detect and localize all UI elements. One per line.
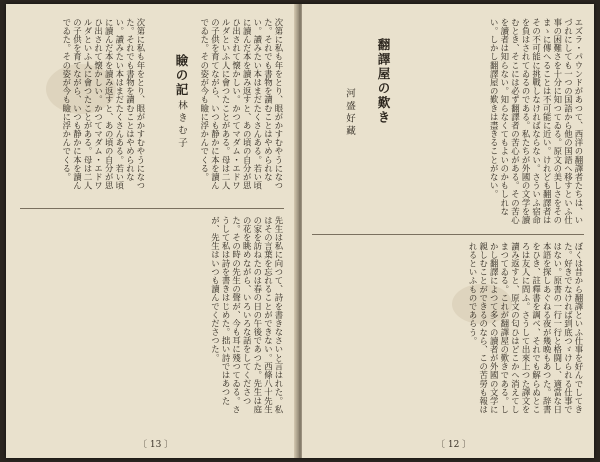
right-upper-col-a: エズラ・パウンドがあつて、西洋の翻譯者たちは、いづれにしても一つの国語から他の国語へ移すといふ仕事の困難さを十分に知つてゐる。原文の美しさをそのまゝに傳へることは不可能に近い。けれども翻譯者はその不可能に挑戰しなければならない。さういふ宿命を負はされてゐるのである。私たちが外國の文学を讀むとき、そこには必ず翻譯者の苦心がある。その苦心を讀者は知らない。知らなくてもよいのかもしれない。しかし翻譯屋の歎きは盡きることがない。 (489, 18, 584, 225)
left-lower-text (20, 216, 284, 414)
book-spread (6, 4, 594, 458)
right-essay-author: 河盛好藏 (344, 88, 355, 138)
left-upper-col-b: 次第に私も年をとり、眼がかすむやうになつた。それでも書物を讀むことはやめられない。讀みたい本はまだたくさんある。若い頃に讀んだ本を讀み返すと、あの頃の自分が思ひ出されて懐かしい。かつてマダム・エドワルダといふ人に會つたことがある。母は二人の子供を育てながら、いつも静かに本を讀んでゐた。その姿が今も瞼に浮かんでくる。 (61, 18, 146, 190)
right-page (302, 4, 594, 458)
left-lower-col: 先生は私に向つて、詩を書きなさいと言はれた。私はその言葉を忘れることができない。西條八十先生の家を訪ねたのは春の日の午後であつた。先生は庭の花を眺めながら、いろいろな話をしてくださつた。その時の先生の聲が、今も耳に殘つてゐる。さうして私は詩を書きはじめた。拙い詩ではあつたが、先生はいつも讀んでくださつた。 (210, 216, 284, 414)
section-divider (312, 234, 584, 235)
right-lower-text (312, 242, 584, 414)
left-essay-author: 林きむ子 (176, 100, 187, 151)
right-essay-title: 翻譯屋の歎き (376, 38, 391, 125)
page-number-right: 〔 12 〕 (436, 440, 472, 450)
left-essay-heading (146, 18, 189, 198)
left-essay-title: 瞼の記 (174, 54, 189, 98)
right-essay-byline (332, 18, 354, 226)
page-number-left: 〔 13 〕 (138, 440, 174, 450)
left-upper-text (20, 18, 284, 198)
left-upper-col-a: 次第に私も年をとり、眼がかすむやうになつた。それでも書物を讀むことはやめられない。讀みたい本はまだたくさんある。若い頃に讀んだ本を讀み返すと、あの頃の自分が思ひ出されて懐かしい。かつてマダム・エドワルダといふ人に會つたことがある。母は二人の子供を育てながら、いつも静かに本を讀んでゐた。その姿が今も瞼に浮かんでくる。 (199, 18, 284, 190)
right-upper-text (312, 18, 584, 226)
right-essay-heading (354, 18, 391, 226)
section-divider (20, 208, 284, 209)
right-lower-col: ぼくは昔から翻譯といふ仕事を好んでしてきた。好きでなければ到底つゞけられる仕事ではない。原書の一行一行と格闘し、適當な日本語を探しあぐねる夜が幾晩もあつた。辞書をひき、註釋書を調べ、それでも解らぬところは友人に問ふ。さうして出來上つた譯文を讀み返すと、原文の匂ひはどこかへ消えてしまつてゐる。これが翻譯屋の歎きである。しかし翻譯によつて多くの讀者が外國の文学に親しむことができるのなら、この苦勞も報はれるといふものであらう。 (468, 242, 584, 414)
left-page (6, 4, 298, 458)
